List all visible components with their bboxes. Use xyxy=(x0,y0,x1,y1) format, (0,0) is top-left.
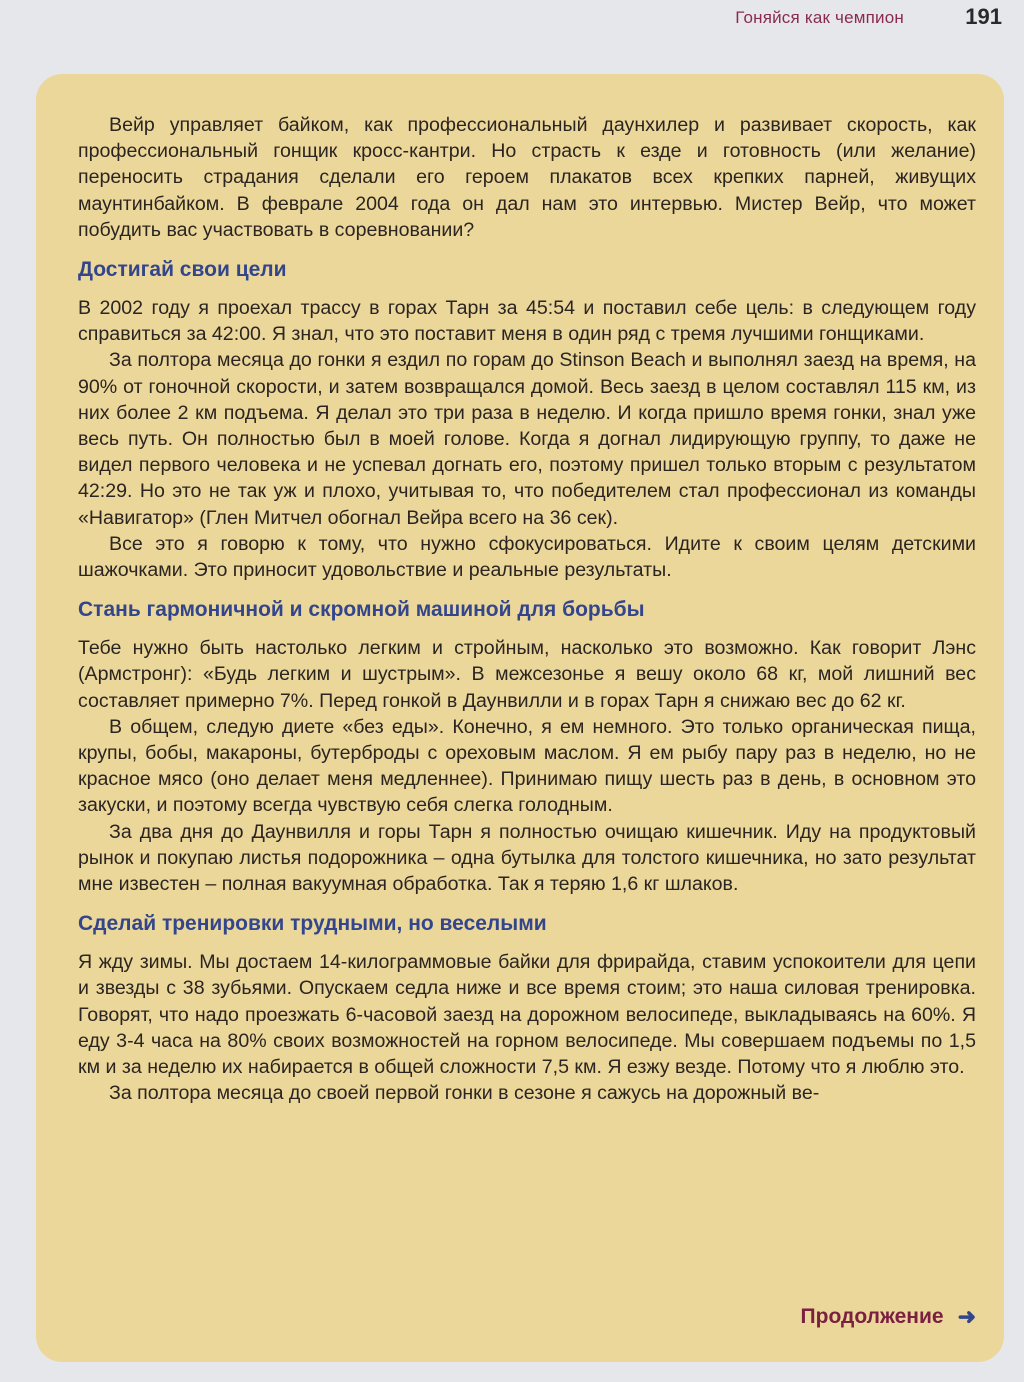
arrow-right-icon: ➜ xyxy=(957,1304,976,1329)
section-heading-goals: Достигай свои цели xyxy=(78,258,287,282)
body-paragraph: За полтора месяца до своей первой гонки в сезоне я сажусь на дорожный ве- xyxy=(109,1082,820,1105)
continue-label: Продолжение xyxy=(800,1305,944,1328)
continue-link[interactable] xyxy=(801,1304,976,1330)
body-paragraph: За два дня до Даунвилля и горы Тарн я полностью очищаю кишечник. Иду на продуктовый рынок и покупаю листья подорожника – одна бутылка для толстого кишечника, но зато результат мне известен – полная вакуумная обработка. Так я теряю 1,6 кг шлаков. xyxy=(78,820,976,896)
page-number: 191 xyxy=(965,4,1002,29)
section-heading-machine: Стань гармоничной и скромной машиной для борьбы xyxy=(78,598,645,622)
body-paragraph: Тебе нужно быть настолько легким и стройным, насколько это возможно. Как говорит Лэнс (Армстронг): «Будь легким и шустрым». В межсезонье я вешу около 68 кг, мой лишний вес составляет примерно 7%. Перед гонкой в Даунвилли и в горах Тарн я снижаю вес до 62 кг. xyxy=(78,637,976,712)
body-paragraph: В общем, следую диете «без еды». Конечно, я ем немного. Это только органическая пища, крупы, бобы, макароны, бутерброды с ореховым маслом. Я ем рыбу пару раз в неделю, но не красное мясо (оно делает меня медленнее). Принимаю пищу шесть раз в день, в основном это закуски, и поэтому всегда чувствую себя слегка голодным. xyxy=(78,715,976,817)
article-panel xyxy=(36,74,1004,1362)
body-paragraph: В 2002 году я проехал трассу в горах Тарн за 45:54 и поставил себе цель: в следующем году справиться за 42:00. Я знал, что это поставит меня в один ряд с тремя лучшими гонщиками. xyxy=(78,297,976,346)
body-paragraph: За полтора месяца до гонки я ездил по горам до Stinson Beach и выполнял заезд на время, на 90% от гоночной скорости, и затем возвращался домой. Весь заезд в целом составлял 115 км, из них более 2 км подъема. Я делал это три раза в неделю. И когда пришло время гонки, знал уже весь путь. Он полностью был в моей голове. Когда я догнал лидирующую группу, то даже не видел первого человека и не успевал догнать его, поэтому пришел только вторым с результатом 42:29. Но это не так уж и плохо, учитывая то, что победителем стал профессионал из команды «Навигатор» (Глен Митчел обогнал Вейра всего на 36 сек). xyxy=(78,349,976,529)
running-head: Гоняйся как чемпион xyxy=(735,8,904,27)
section-heading-training: Сделай тренировки трудными, но веселыми xyxy=(78,912,547,936)
body-paragraph: Я жду зимы. Мы достаем 14-килограммовые байки для фрирайда, ставим успокоители для цепи и звезды с 38 зубьями. Опускаем седла ниже и все время стоим; это наша силовая тренировка. Говорят, что надо проезжать 6-часовой заезд на дорожном велосипеде, выкладываясь на 60%. Я еду 3-4 часа на 80% своих возможностей на горном велосипеде. Мы совершаем подъемы по 1,5 км и за неделю их набирается в общей сложности 7,5 км. Я езжу везде. Потому что я люблю это. xyxy=(78,951,976,1079)
intro-paragraph: Вейр управляет байком, как профессиональный даунхилер и развивает скорость, как профессиональный гонщик кросс-кантри. Но страсть к езде и готовность (или желание) переносить страдания сделали его героем плакатов всех крепких парней, живущих маунтинбайком. В феврале 2004 года он дал нам это интервью. Мистер Вейр, что может побудить вас участвовать в соревновании? xyxy=(78,114,976,241)
body-paragraph: Все это я говорю к тому, что нужно сфокусироваться. Идите к своим целям детскими шажочками. Это приносит удовольствие и реальные результаты. xyxy=(78,532,976,582)
